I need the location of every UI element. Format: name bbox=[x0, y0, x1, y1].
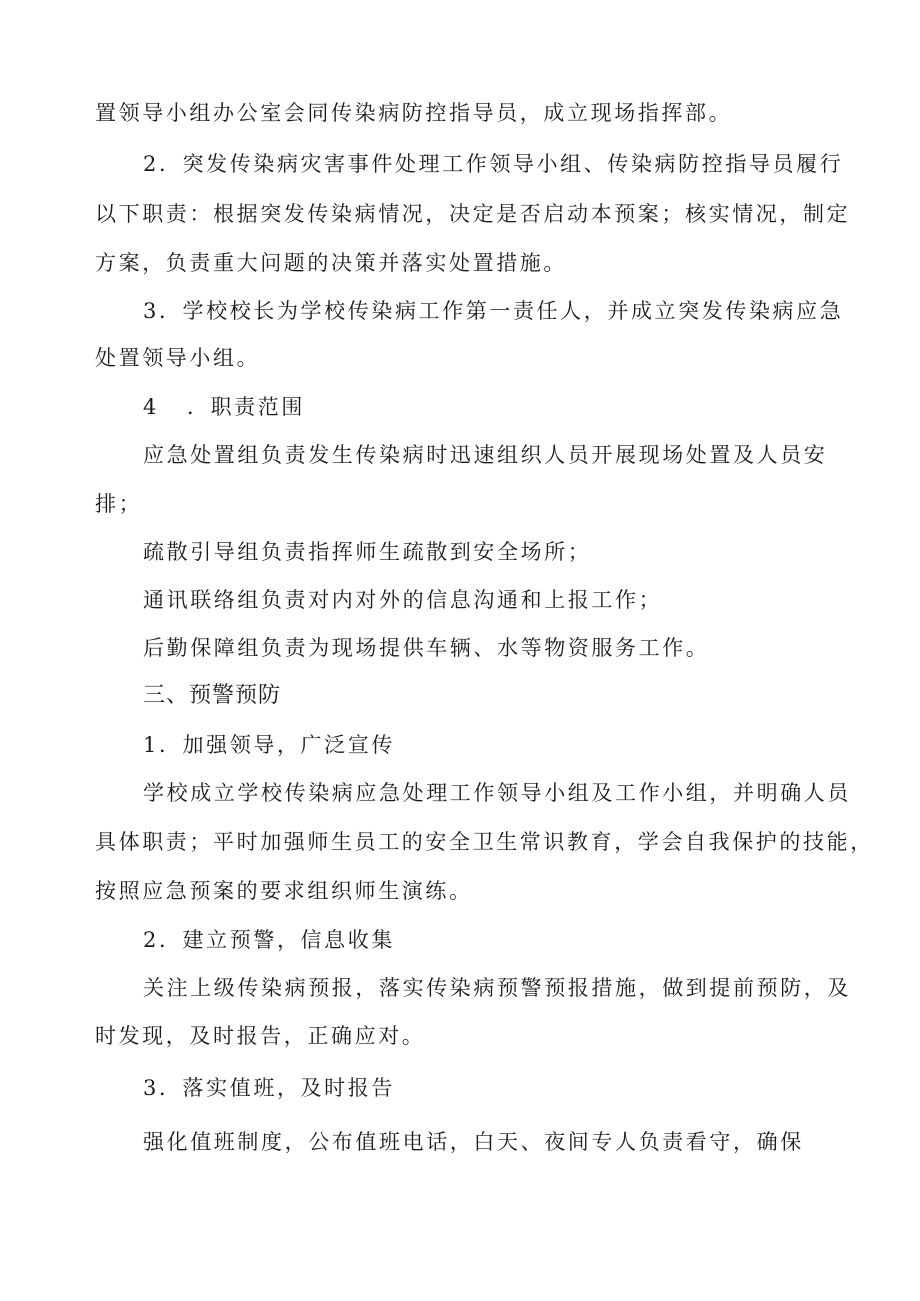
subsection-heading: 2．建立预警，信息收集 bbox=[143, 928, 395, 952]
paragraph-line: 应急处置组负责发生传染病时迅速组织人员开展现场处置及人员安 bbox=[143, 443, 828, 467]
paragraph-line: 学校成立学校传染病应急处理工作领导小组及工作小组，并明确人员 bbox=[143, 781, 851, 805]
paragraph-line: 3．学校校长为学校传染病工作第一责任人，并成立突发传染病应急 bbox=[143, 299, 844, 323]
paragraph-line: 疏散引导组负责指挥师生疏散到安全场所； bbox=[143, 540, 592, 564]
paragraph-line: 时发现，及时报告，正确应对。 bbox=[95, 1024, 426, 1048]
section-number: 4 bbox=[143, 395, 159, 419]
paragraph-line: 具体职责；平时加强师生员工的安全卫生常识教育，学会自我保护的技能， bbox=[95, 830, 874, 854]
paragraph-line: 强化值班制度，公布值班电话，白天、夜间专人负责看守，确保 bbox=[143, 1130, 804, 1154]
paragraph-line: 以下职责：根据突发传染病情况，决定是否启动本预案；核实情况，制定 bbox=[95, 202, 851, 226]
section-title: ．职责范围 bbox=[187, 395, 305, 419]
paragraph-line: 置领导小组办公室会同传染病防控指导员，成立现场指挥部。 bbox=[95, 101, 733, 125]
paragraph-line: 排； bbox=[95, 492, 143, 516]
section-heading bbox=[143, 392, 305, 422]
paragraph-line: 关注上级传染病预报，落实传染病预警预报措施，做到提前预防，及 bbox=[143, 976, 851, 1000]
chapter-heading: 三、预警预防 bbox=[143, 683, 282, 708]
paragraph-line: 通讯联络组负责对内对外的信息沟通和上报工作； bbox=[143, 588, 663, 612]
paragraph-line: 按照应急预案的要求组织师生演练。 bbox=[95, 879, 473, 903]
subsection-heading: 3．落实值班，及时报告 bbox=[143, 1076, 395, 1100]
paragraph-line: 方案，负责重大问题的决策并落实处置措施。 bbox=[95, 251, 567, 275]
paragraph-line: 后勤保障组负责为现场提供车辆、水等物资服务工作。 bbox=[143, 636, 710, 660]
paragraph-line: 2．突发传染病灾害事件处理工作领导小组、传染病防控指导员履行 bbox=[143, 152, 844, 176]
subsection-heading: 1．加强领导，广泛宣传 bbox=[143, 733, 395, 757]
paragraph-line: 处置领导小组。 bbox=[95, 346, 261, 370]
